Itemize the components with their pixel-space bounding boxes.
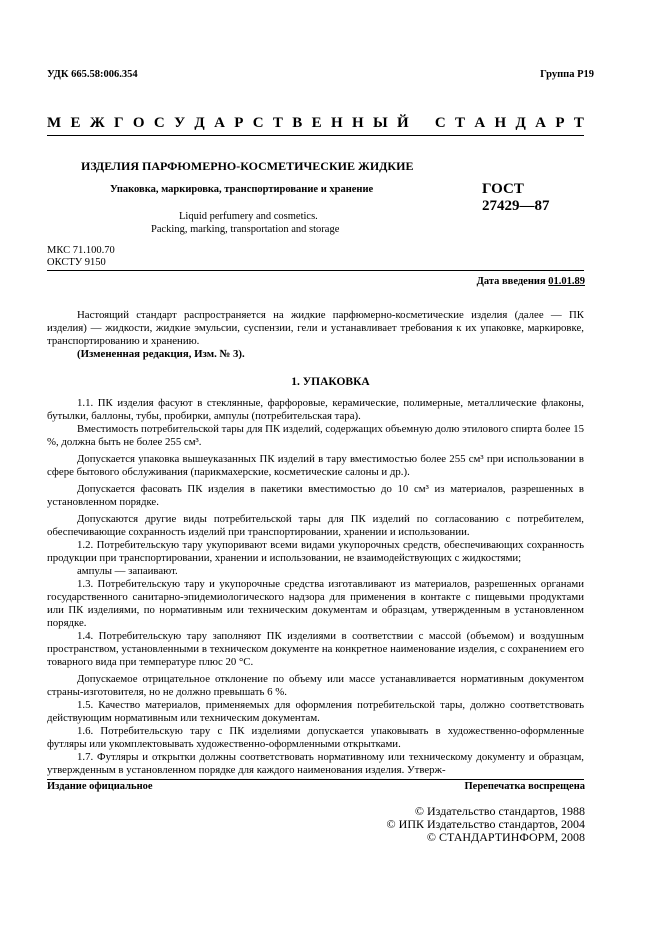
banner-letter: Й	[397, 115, 409, 131]
banner-letter: Т	[455, 115, 466, 131]
banner-letter: А	[214, 115, 225, 131]
intro-date-value: 01.01.89	[548, 276, 585, 287]
codes-rule	[47, 270, 584, 271]
footer-rule	[47, 779, 584, 780]
banner-letter: У	[174, 115, 186, 131]
document-title: ИЗДЕЛИЯ ПАРФЮМЕРНО-КОСМЕТИЧЕСКИЕ ЖИДКИЕ	[81, 159, 414, 173]
banner-letter: Н	[351, 115, 364, 131]
copyright-line: © ИПК Издательство стандартов, 2004	[386, 817, 585, 831]
banner-letter: Т	[272, 115, 283, 131]
paragraph: 1.3. Потребительскую тару и укупорочные средства изготавливают из материалов, разрешенных органами государственного санитарно-эпидемиологического надзора для применения в контакте с пищевыми продуктами или ПК изделиями, по нормативным или техническим документам и образцам, утвержденным в установленном порядке.	[47, 578, 584, 629]
paragraph: 1.5. Качество материалов, применяемых для оформления потребительской тары, должно соответствовать действующим нормативным или техническим документам.	[47, 699, 584, 724]
copyright-line: © Издательство стандартов, 1988	[414, 804, 585, 818]
banner-letter: Р	[234, 115, 244, 131]
banner-letter: Ы	[372, 115, 388, 131]
banner-letter: Г	[114, 115, 124, 131]
paragraph: Допускается фасовать ПК изделия в пакетики вместимостью до 10 см³ из материалов, разрешенных в установленном порядке.	[47, 483, 584, 508]
banner-letter: Ж	[89, 115, 105, 131]
okstu-code: ОКСТУ 9150	[47, 257, 106, 268]
banner-rule	[47, 135, 584, 136]
banner-letter: С	[153, 115, 165, 131]
introduction-date	[477, 276, 585, 287]
gost-label: ГОСТ	[482, 181, 524, 197]
banner-space	[418, 115, 426, 132]
section1-body	[47, 397, 584, 777]
banner-letter: Н	[494, 115, 507, 131]
banner-letter: С	[434, 115, 446, 131]
paragraph: Вместимость потребительской тары для ПК изделий, содержащих объемную долю этилового спирта более 15 %, должна быть не более 255 см³.	[47, 423, 584, 448]
banner-letter: Р	[555, 115, 565, 131]
paragraph: 1.4. Потребительскую тару заполняют ПК изделиями в соответствии с массой (объемом) и воздушным пространством, установленными в техническом документе на конкретное наименование изделия, с сохранением его товарного вида при температуре плюс 20 °С.	[47, 630, 584, 668]
standard-banner	[47, 115, 584, 132]
banner-letter: Н	[330, 115, 343, 131]
paragraph: 1.6. Потребительскую тару с ПК изделиями допускается упаковывать в художественно-оформленные футляры или укомплектовывать художественно-оформленными открытками.	[47, 725, 584, 750]
banner-letter: С	[252, 115, 264, 131]
paragraph: Допускаемое отрицательное отклонение по объему или массе устанавливается нормативным документом страны-изготовителя, но не должно превышать 6 %.	[47, 673, 584, 698]
intro-date-label: Дата введения	[476, 276, 546, 287]
banner-letter: Е	[70, 115, 81, 131]
mks-code: МКС 71.100.70	[47, 245, 115, 256]
udk-code: УДК 665.58:006.354	[47, 69, 138, 80]
reprint-prohibited: Перепечатка воспрещена	[464, 781, 585, 792]
banner-letter: Д	[194, 115, 205, 131]
group-code: Группа Р19	[540, 69, 594, 80]
banner-letter: Т	[573, 115, 584, 131]
english-title-line2: Packing, marking, transportation and storage	[151, 224, 340, 235]
intro-block	[47, 309, 584, 361]
intro-paragraph: Настоящий стандарт распространяется на жидкие парфюмерно-косметические изделия (далее — ПК изделия) — жидкости, жидкие эмульсии, суспензии, гели и устанавливает требования к их упаковке, маркировке, транспортированию и хранению.	[47, 309, 584, 347]
paragraph: 1.2. Потребительскую тару укупоривают всеми видами укупорочных средств, обеспечивающих сохранность продукции при транспортировании, хранении и использовании, не взаимодействующих с жидкостями;	[47, 539, 584, 564]
english-title-line1: Liquid perfumery and cosmetics.	[179, 211, 318, 222]
official-edition: Издание официальное	[47, 781, 153, 792]
banner-letter: В	[292, 115, 303, 131]
paragraph: Допускается упаковка вышеуказанных ПК изделий в тару вместимостью более 255 см³ при использовании в сфере бытового обслуживания (парикмахерские, косметические салоны и др.).	[47, 453, 584, 478]
revision-note: (Измененная редакция, Изм. № 3).	[77, 348, 245, 360]
paragraph: Допускаются другие виды потребительской тары для ПК изделий по согласованию с потребителем, обеспечивающие сохранность изделий при транспортировании, хранении и использовании.	[47, 513, 584, 538]
paragraph: ампулы — запаивают.	[77, 565, 178, 577]
banner-letter: А	[474, 115, 486, 131]
gost-number: 27429—87	[482, 198, 550, 214]
banner-letter: М	[47, 115, 62, 131]
paragraph: 1.7. Футляры и открытки должны соответствовать нормативному или техническому документу и образцам, утвержденным в установленном порядке для каждого наименования изделия. Утверж-	[47, 751, 584, 776]
banner-letter: Е	[311, 115, 322, 131]
banner-letter: Д	[515, 115, 526, 131]
section-heading: 1. УПАКОВКА	[291, 376, 370, 388]
paragraph: 1.1. ПК изделия фасуют в стеклянные, фарфоровые, керамические, полимерные, металлические флаконы, бутылки, баллоны, тубы, пробирки, ампулы (потребительская тара).	[47, 397, 584, 422]
copyright-line: © СТАНДАРТИНФОРМ, 2008	[426, 830, 585, 844]
document-subtitle: Упаковка, маркировка, транспортирование и хранение	[110, 184, 374, 195]
banner-letter: А	[535, 115, 547, 131]
banner-letter: О	[132, 115, 145, 131]
